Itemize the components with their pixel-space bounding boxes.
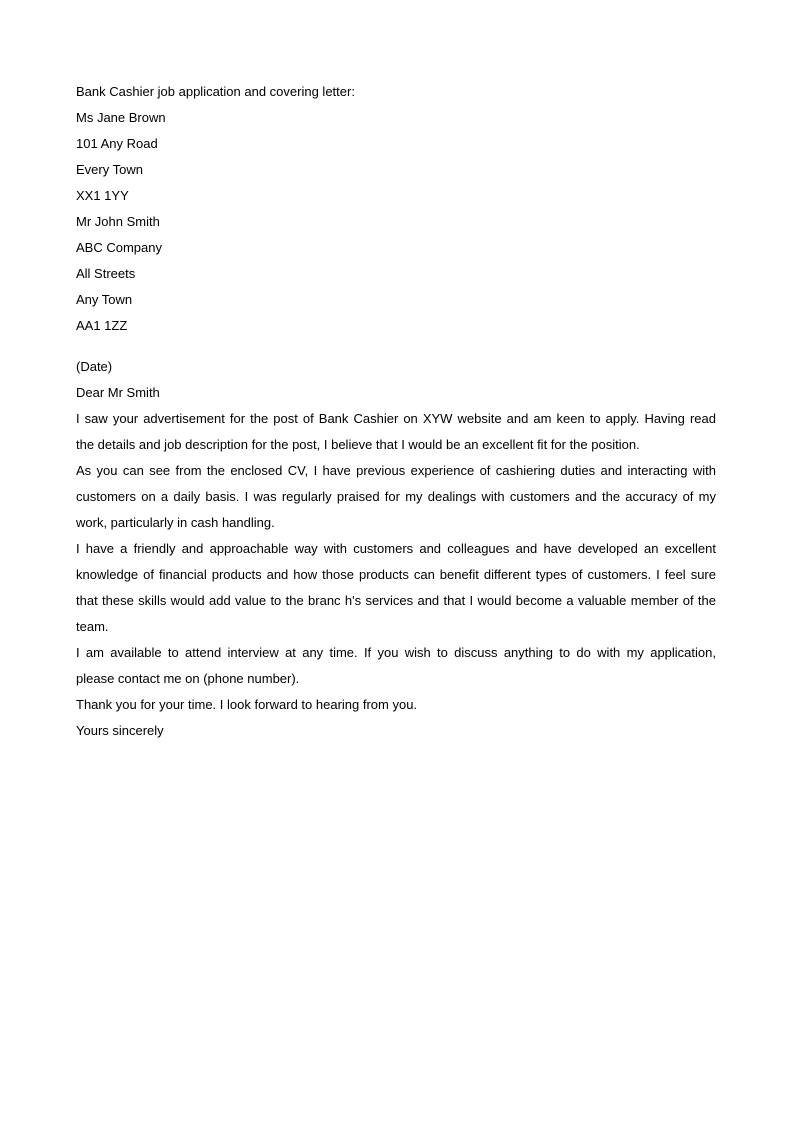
- body-paragraph: [76, 692, 716, 718]
- body-paragraph: [76, 536, 716, 640]
- paragraph-line: As you can see from the enclosed CV, I have previous experience of cashiering duties and interacting with: [76, 463, 716, 478]
- paragraph-line: customers on a daily basis. I was regularly praised for my dealings with customers and the accuracy of my: [76, 489, 716, 504]
- paragraph-line: knowledge of financial products and how those products can benefit different types of customers. I feel sure: [76, 567, 716, 582]
- sender-postcode: XX1 1YY: [76, 188, 129, 203]
- body-paragraph: [76, 406, 716, 458]
- recipient-street: All Streets: [76, 266, 136, 281]
- recipient-address: [76, 209, 716, 339]
- salutation: Dear Mr Smith: [76, 385, 160, 400]
- recipient-name: Mr John Smith: [76, 214, 160, 229]
- recipient-company: ABC Company: [76, 240, 162, 255]
- paragraph-line: I have a friendly and approachable way with customers and colleagues and have developed an excellent: [76, 541, 716, 556]
- letter-heading: Bank Cashier job application and covering letter:: [76, 84, 355, 99]
- letter-date: (Date): [76, 359, 113, 374]
- paragraph-line: work, particularly in cash handling.: [76, 515, 275, 530]
- sender-town: Every Town: [76, 162, 143, 177]
- paragraph-line: I am available to attend interview at any time. If you wish to discuss anything to do with my application,: [76, 645, 716, 660]
- sender-name: Ms Jane Brown: [76, 110, 166, 125]
- paragraph-line: that these skills would add value to the branc h's services and that I would become a valuable member of the: [76, 593, 716, 608]
- body-paragraph: [76, 458, 716, 536]
- recipient-postcode: AA1 1ZZ: [76, 318, 128, 333]
- body-paragraph: [76, 640, 716, 692]
- sender-address: [76, 105, 716, 209]
- closing: Yours sincerely: [76, 723, 164, 738]
- paragraph-line: Thank you for your time. I look forward to hearing from you.: [76, 697, 418, 712]
- paragraph-line: team.: [76, 619, 109, 634]
- letter-page: [76, 79, 716, 744]
- sender-street: 101 Any Road: [76, 136, 158, 151]
- recipient-town: Any Town: [76, 292, 133, 307]
- paragraph-line: I saw your advertisement for the post of Bank Cashier on XYW website and am keen to apply. Having read: [76, 411, 716, 426]
- paragraph-line: the details and job description for the post, I believe that I would be an excellent fit for the position.: [76, 437, 640, 452]
- paragraph-line: please contact me on (phone number).: [76, 671, 300, 686]
- spacer: [76, 339, 716, 354]
